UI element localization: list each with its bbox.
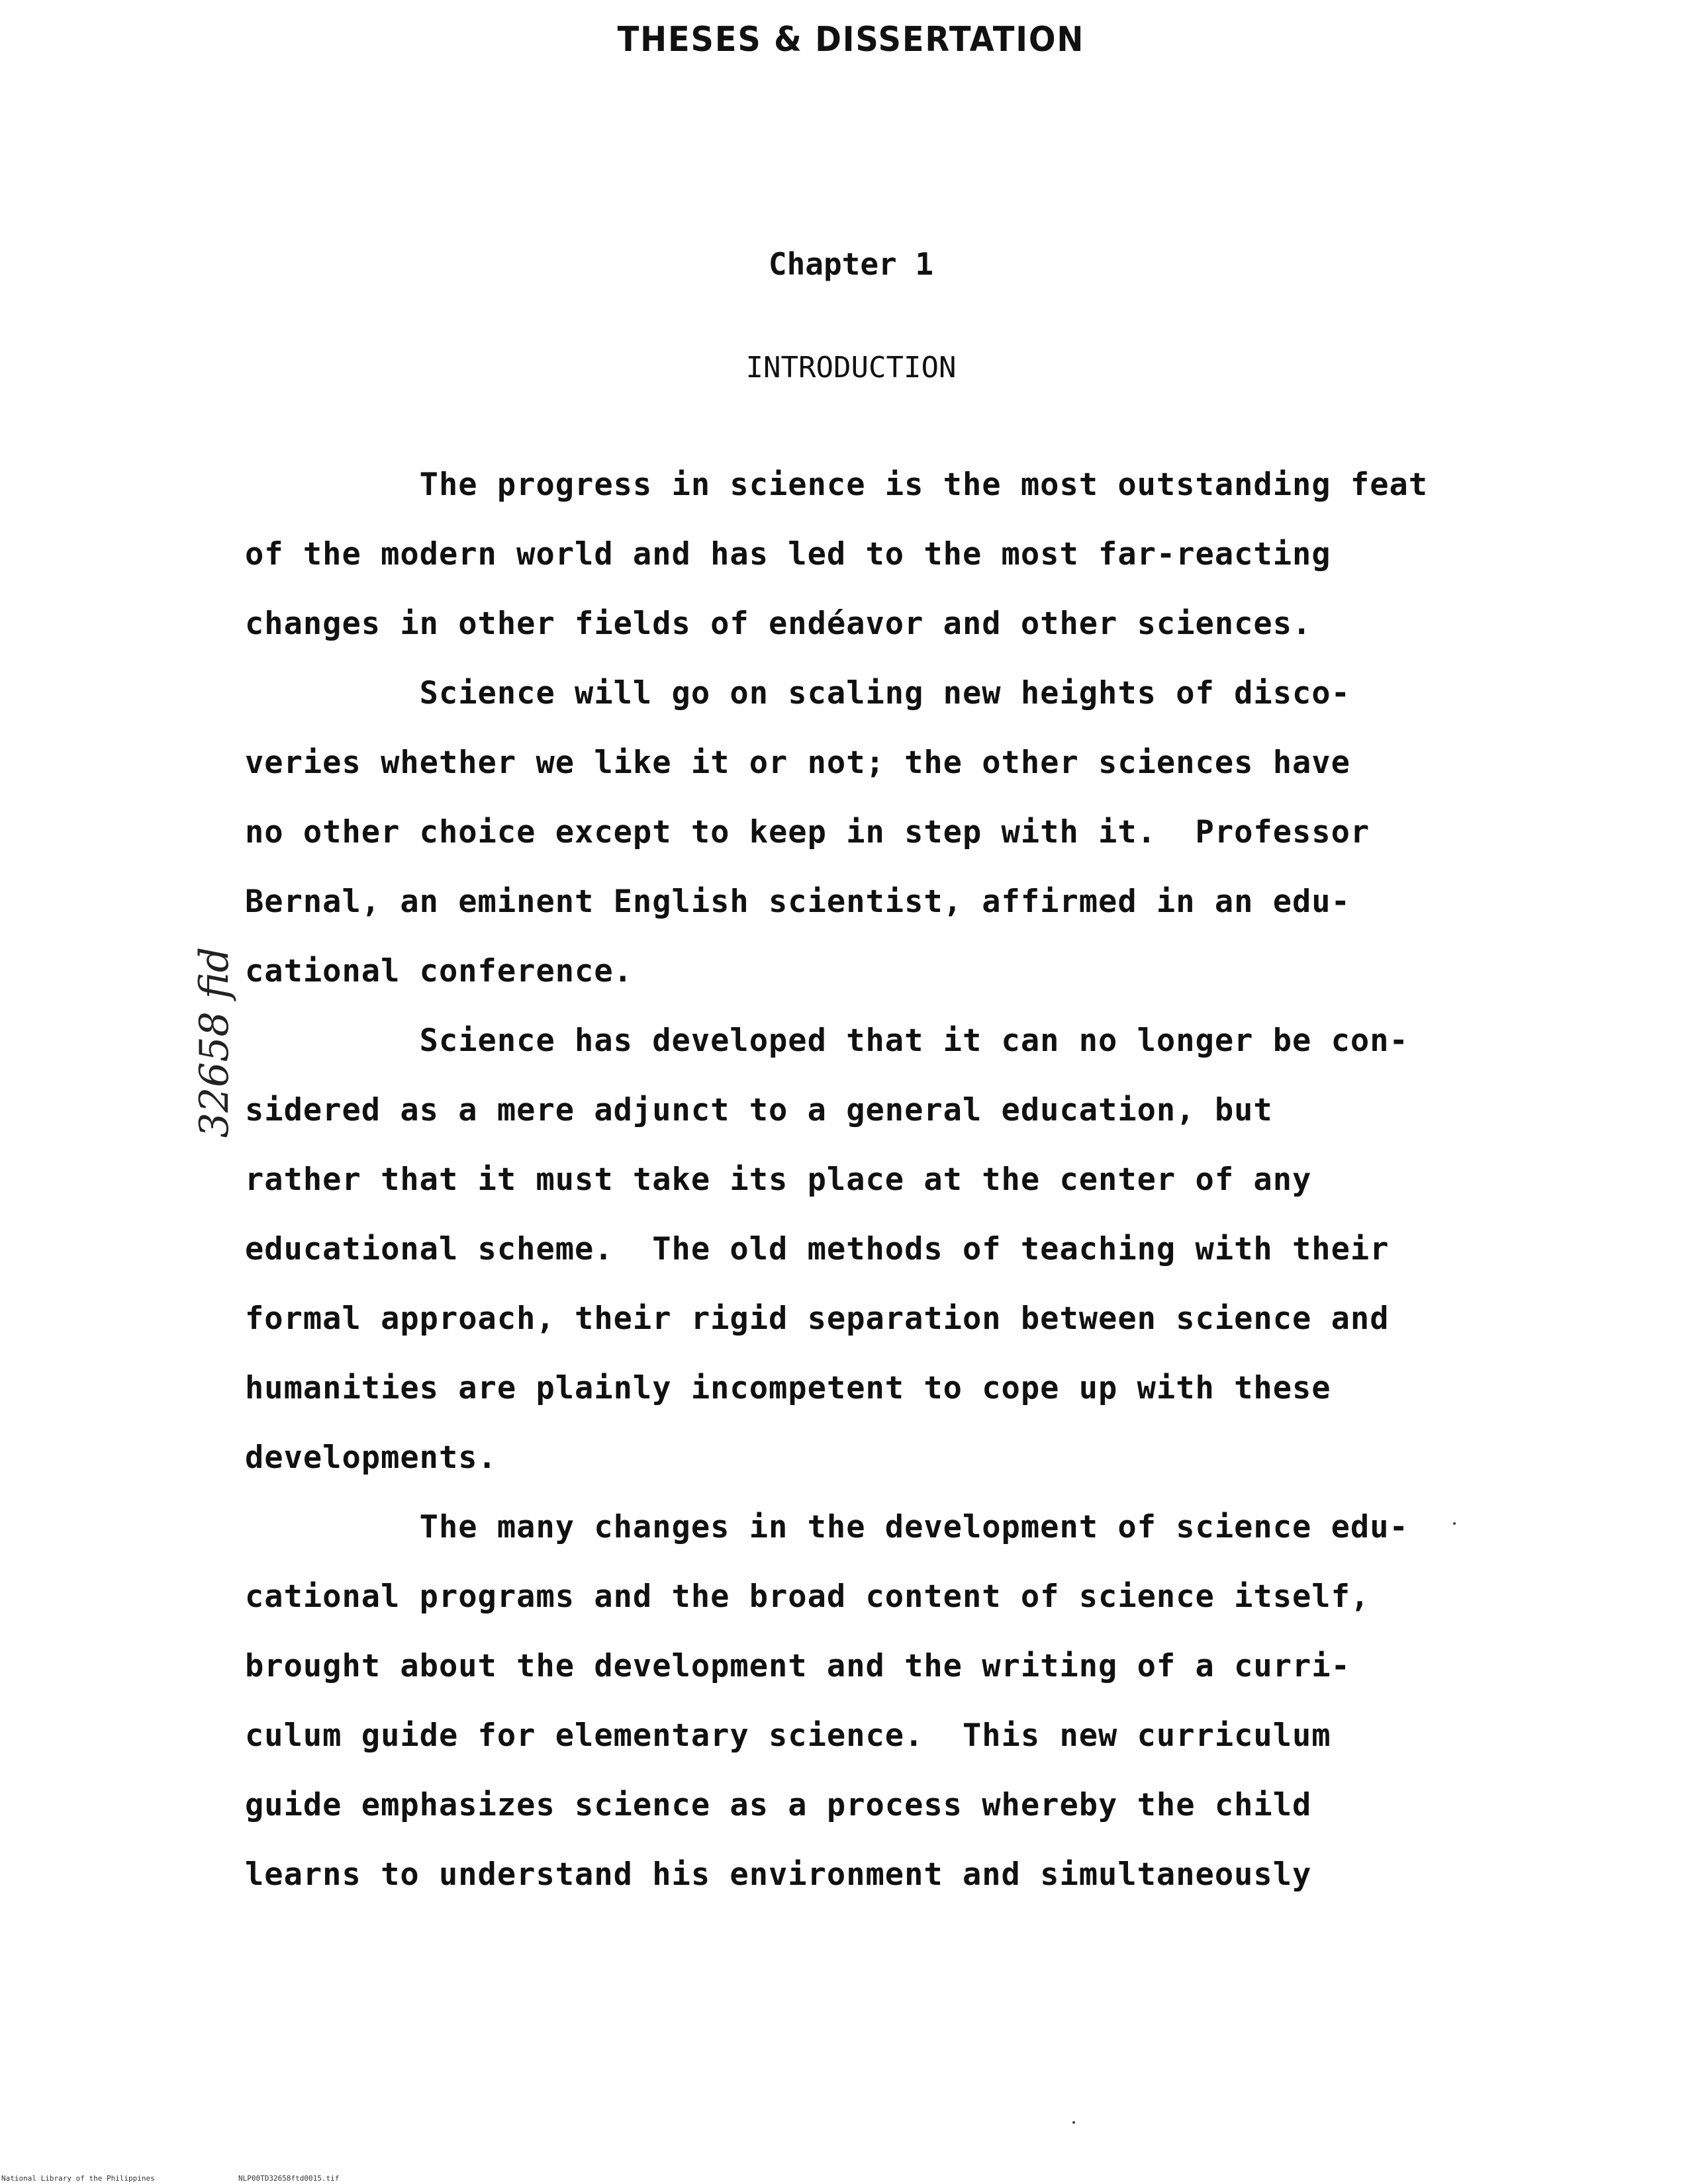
archive-header: THESES & DISSERTATION — [617, 20, 1085, 60]
text-line: cational conference. — [245, 953, 633, 989]
handwritten-call-number: 32658 fid — [191, 946, 238, 1138]
text-line: formal approach, their rigid separation between science and — [245, 1300, 1390, 1337]
text-line: changes in other fields of endéavor and other sciences. — [245, 606, 1312, 642]
text-line: rather that it must take its place at the center of any — [245, 1161, 1312, 1198]
text-line: The progress in science is the most outstanding feat — [245, 467, 1429, 503]
text-line: Science will go on scaling new heights of disco- — [245, 675, 1350, 711]
footer-library-name: National Library of the Philippines — [1, 2174, 155, 2183]
text-line: educational scheme. The old methods of teaching with their — [245, 1231, 1390, 1267]
text-line: no other choice except to keep in step with it. Professor — [245, 814, 1370, 850]
text-line: developments. — [245, 1439, 497, 1476]
text-line: veries whether we like it or not; the other sciences have — [245, 745, 1350, 781]
text-line: sidered as a mere adjunct to a general education, but — [245, 1092, 1273, 1128]
text-line: of the modern world and has led to the most far-reacting — [245, 536, 1331, 572]
text-line: The many changes in the development of science edu- — [245, 1509, 1409, 1545]
text-line: brought about the development and the writing of a curri- — [245, 1648, 1350, 1684]
text-line: humanities are plainly incompetent to cope up with these — [245, 1370, 1331, 1406]
scan-speck — [1453, 1522, 1456, 1525]
text-line: cational programs and the broad content of science itself, — [245, 1578, 1370, 1615]
footer-file-id: NLP00TD32658ftd0015.tif — [238, 2174, 340, 2183]
text-line: Bernal, an eminent English scientist, affirmed in an edu- — [245, 884, 1350, 920]
scan-speck — [1072, 2121, 1075, 2124]
text-line: learns to understand his environment and simultaneously — [245, 1856, 1312, 1893]
section-title: INTRODUCTION — [745, 351, 957, 385]
text-line: culum guide for elementary science. This new curriculum — [245, 1717, 1331, 1754]
text-line: guide emphasizes science as a process whereby the child — [245, 1787, 1312, 1823]
body-text — [245, 450, 1470, 1909]
chapter-heading: Chapter 1 — [768, 246, 934, 282]
text-line: Science has developed that it can no longer be con- — [245, 1023, 1409, 1059]
